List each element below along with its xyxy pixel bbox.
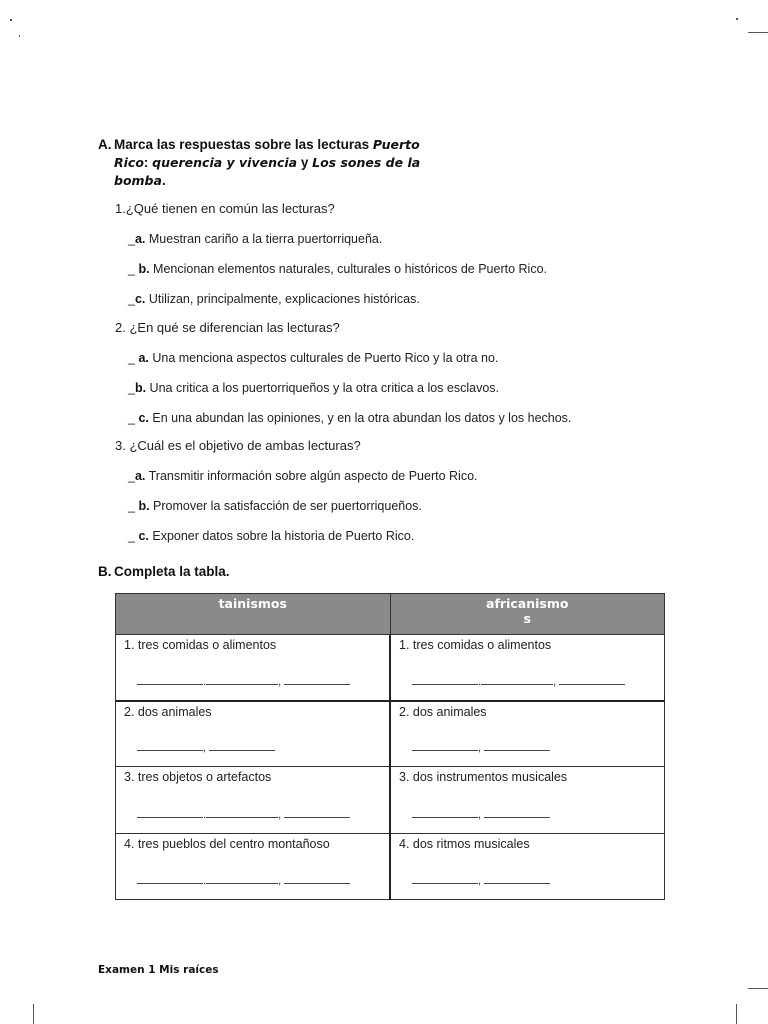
table-row (116, 767, 665, 834)
answer-blank[interactable]: _ (128, 381, 135, 395)
option-letter: b. (138, 262, 150, 276)
option-3a[interactable] (128, 467, 735, 485)
option-text: Una menciona aspectos culturales de Puerto Rico y la otra no. (152, 351, 499, 365)
answer-blanks[interactable] (137, 809, 350, 821)
option-text: Utilizan, principalmente, explicaciones históricas. (148, 292, 420, 306)
header-africanismos: africanismo s (390, 594, 665, 635)
answer-blank[interactable]: _ (128, 262, 139, 276)
option-text: Muestran cariño a la tierra puertorriqueña. (148, 232, 383, 246)
blank-separator: , (478, 809, 482, 821)
title-italic-sones: Los sones de la bomba (114, 155, 421, 188)
crop-mark-bottom-right-tick (736, 1004, 737, 1024)
table-row (116, 635, 665, 701)
blank-separator: . (203, 809, 207, 821)
option-letter: c. (138, 529, 149, 543)
section-b-letter: B. (98, 564, 112, 579)
option-letter: b. (138, 499, 150, 513)
header-tainismos: tainismos (116, 594, 391, 635)
cell-prompt: 3. dos instrumentos musicales (399, 770, 568, 784)
option-2a[interactable] (128, 349, 735, 367)
answer-blank[interactable]: _ (128, 469, 135, 483)
section-a-title (98, 136, 428, 190)
section-b-title (98, 563, 230, 581)
option-letter: a. (138, 351, 149, 365)
option-letter: c. (134, 292, 146, 306)
table-cell (116, 767, 391, 834)
answer-blank[interactable]: _ (128, 351, 139, 365)
table-cell (116, 635, 391, 701)
crop-mark-top-right-line (748, 32, 768, 33)
answer-blank[interactable]: _ (128, 529, 139, 543)
table-cell (390, 834, 665, 900)
option-letter: b. (134, 381, 147, 395)
option-2b[interactable] (128, 379, 735, 397)
table-cell (116, 834, 391, 900)
cell-prompt: 1. tres comidas o alimentos (399, 638, 552, 652)
title-colon: : (143, 155, 153, 170)
option-1c[interactable] (128, 290, 735, 308)
section-a-letter: A. (98, 137, 112, 152)
option-letter: c. (138, 411, 149, 425)
question-2: 2. ¿En qué se diferencian las lecturas? (115, 320, 340, 335)
answer-blanks[interactable] (137, 875, 350, 887)
crop-mark-top-left-dot (10, 19, 12, 21)
answer-blanks[interactable] (412, 875, 550, 887)
question-3: 3. ¿Cuál es el objetivo de ambas lecturas? (115, 438, 361, 453)
crop-mark-bottom-left-tick (33, 1004, 34, 1024)
section-b-title-text: Completa la tabla. (114, 564, 230, 579)
option-1a[interactable] (128, 230, 735, 248)
option-letter: a. (134, 469, 146, 483)
option-text: En una abundan las opiniones, y en la otra abundan los datos y los hechos. (152, 411, 572, 425)
blank-separator: . (478, 675, 482, 688)
option-1b[interactable] (128, 260, 735, 278)
blank-separator: , (478, 742, 482, 754)
option-3b[interactable] (128, 497, 735, 515)
cell-prompt: 3. tres objetos o artefactos (124, 770, 272, 784)
blank-separator: , (553, 675, 557, 688)
blank-separator: , (203, 742, 207, 754)
cell-prompt: 2. dos animales (124, 704, 212, 719)
crop-mark-top-right-dot (736, 18, 738, 20)
answer-blanks[interactable] (412, 809, 550, 821)
option-2c[interactable] (128, 409, 735, 427)
table-row (116, 701, 665, 767)
blank-separator: , (278, 675, 282, 688)
blank-separator: , (278, 875, 282, 887)
table-cell (390, 767, 665, 834)
answer-blank[interactable]: _ (128, 292, 135, 306)
cell-prompt: 4. tres pueblos del centro montañoso (124, 837, 330, 851)
section-a (98, 136, 428, 190)
answer-blanks[interactable] (137, 742, 275, 754)
option-text: Mencionan elementos naturales, culturales o históricos de Puerto Rico. (153, 262, 547, 276)
cell-prompt: 1. tres comidas o alimentos (124, 638, 277, 652)
option-3c[interactable] (128, 527, 735, 545)
completion-table (115, 593, 665, 900)
answer-blanks[interactable] (412, 742, 550, 754)
title-italic-puerto-rico: Puerto Rico (114, 137, 420, 170)
option-text: Promover la satisfacción de ser puertorriqueños. (153, 499, 422, 513)
blank-separator: . (203, 675, 207, 688)
table-row (116, 834, 665, 900)
option-text: Una critica a los puertorriqueños y la otra critica a los esclavos. (149, 381, 500, 395)
questions-list (115, 200, 735, 545)
crop-mark-top-left-dot-2 (19, 35, 20, 37)
option-text: Exponer datos sobre la historia de Puerto Rico. (152, 529, 415, 543)
option-text: Transmitir información sobre algún aspecto de Puerto Rico. (148, 469, 478, 483)
page-footer: Examen 1 Mis raíces (98, 964, 219, 976)
title-italic-querencia: querencia y vivencia (152, 155, 298, 170)
answer-blanks[interactable] (412, 676, 625, 688)
crop-mark-bottom-right-line (748, 988, 768, 989)
answer-blank[interactable]: _ (128, 499, 139, 513)
table-cell (390, 635, 665, 701)
answer-blank[interactable]: _ (128, 411, 139, 425)
blank-separator: , (278, 809, 282, 821)
question-1: 1.¿Qué tienen en común las lecturas? (115, 201, 335, 216)
answer-blank[interactable]: _ (128, 232, 135, 246)
section-a-title-text: Marca las respuestas sobre las lecturas (114, 137, 373, 152)
table-cell (390, 701, 665, 767)
blank-separator: . (203, 875, 207, 887)
title-conjunction: y (297, 155, 313, 170)
table-cell (116, 701, 391, 767)
blank-separator: , (478, 875, 482, 887)
answer-blanks[interactable] (137, 676, 350, 688)
cell-prompt: 4. dos ritmos musicales (399, 837, 530, 851)
cell-prompt: 2. dos animales (399, 704, 487, 719)
title-period: . (161, 173, 166, 188)
option-letter: a. (134, 232, 146, 246)
